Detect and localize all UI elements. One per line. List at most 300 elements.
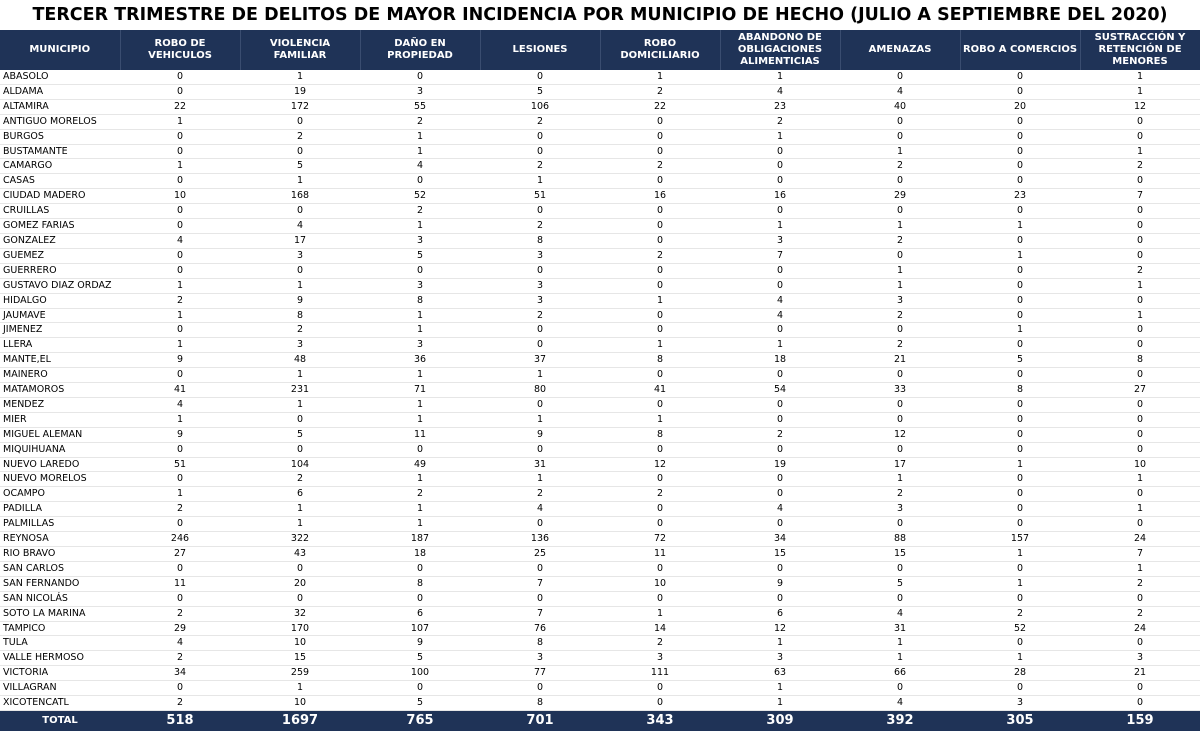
- value-cell: 12: [600, 457, 720, 472]
- value-cell: 0: [840, 442, 960, 457]
- value-cell: 5: [840, 576, 960, 591]
- value-cell: 31: [480, 457, 600, 472]
- value-cell: 0: [960, 129, 1080, 144]
- municipio-cell: GOMEZ FARIAS: [0, 219, 120, 234]
- value-cell: 8: [360, 576, 480, 591]
- value-cell: 0: [720, 517, 840, 532]
- value-cell: 22: [120, 99, 240, 114]
- municipio-cell: BUSTAMANTE: [0, 144, 120, 159]
- value-cell: 1: [840, 636, 960, 651]
- value-cell: 0: [960, 144, 1080, 159]
- total-cell: 765: [360, 710, 480, 731]
- value-cell: 25: [480, 547, 600, 562]
- table-row: [0, 174, 1200, 189]
- value-cell: 28: [960, 666, 1080, 681]
- value-cell: 1: [360, 323, 480, 338]
- municipio-cell: CAMARGO: [0, 159, 120, 174]
- table-row: [0, 651, 1200, 666]
- municipio-cell: TULA: [0, 636, 120, 651]
- value-cell: 55: [360, 99, 480, 114]
- value-cell: 0: [360, 681, 480, 696]
- value-cell: 9: [120, 353, 240, 368]
- table-row: [0, 636, 1200, 651]
- value-cell: 1: [360, 219, 480, 234]
- value-cell: 2: [720, 427, 840, 442]
- value-cell: 1: [1080, 472, 1200, 487]
- value-cell: 0: [120, 174, 240, 189]
- table-row: [0, 457, 1200, 472]
- value-cell: 1: [720, 636, 840, 651]
- value-cell: 1: [960, 651, 1080, 666]
- value-cell: 8: [600, 353, 720, 368]
- value-cell: 0: [600, 397, 720, 412]
- value-cell: 2: [840, 338, 960, 353]
- value-cell: 0: [120, 129, 240, 144]
- value-cell: 1: [600, 293, 720, 308]
- value-cell: 2: [480, 219, 600, 234]
- municipio-cell: NUEVO LAREDO: [0, 457, 120, 472]
- value-cell: 0: [1080, 442, 1200, 457]
- value-cell: 0: [720, 263, 840, 278]
- value-cell: 2: [480, 159, 600, 174]
- value-cell: 27: [120, 547, 240, 562]
- value-cell: 43: [240, 547, 360, 562]
- value-cell: 1: [360, 502, 480, 517]
- value-cell: 1: [240, 397, 360, 412]
- value-cell: 0: [120, 442, 240, 457]
- header-sustraccion-menores: SUSTRACCIÓN Y RETENCIÓN DE MENORES: [1080, 30, 1200, 70]
- value-cell: 18: [360, 547, 480, 562]
- value-cell: 1: [840, 219, 960, 234]
- table-row: [0, 487, 1200, 502]
- value-cell: 2: [240, 472, 360, 487]
- value-cell: 0: [960, 591, 1080, 606]
- value-cell: 1: [720, 70, 840, 84]
- value-cell: 11: [360, 427, 480, 442]
- header-robo-comercios: ROBO A COMERCIOS: [960, 30, 1080, 70]
- table-row: [0, 99, 1200, 114]
- value-cell: 0: [360, 561, 480, 576]
- value-cell: 2: [720, 114, 840, 129]
- value-cell: 1: [240, 681, 360, 696]
- value-cell: 4: [720, 502, 840, 517]
- value-cell: 0: [960, 278, 1080, 293]
- value-cell: 2: [360, 487, 480, 502]
- value-cell: 1: [960, 547, 1080, 562]
- municipio-cell: GUSTAVO DIAZ ORDAZ: [0, 278, 120, 293]
- value-cell: 6: [360, 606, 480, 621]
- value-cell: 5: [480, 84, 600, 99]
- value-cell: 3: [360, 338, 480, 353]
- value-cell: 6: [240, 487, 360, 502]
- value-cell: 0: [600, 144, 720, 159]
- header-robo-domiciliario: ROBO DOMICILIARIO: [600, 30, 720, 70]
- totals-row: [0, 710, 1200, 731]
- value-cell: 1: [840, 651, 960, 666]
- table-row: [0, 263, 1200, 278]
- value-cell: 4: [120, 397, 240, 412]
- value-cell: 23: [720, 99, 840, 114]
- value-cell: 106: [480, 99, 600, 114]
- value-cell: 0: [840, 248, 960, 263]
- value-cell: 2: [1080, 263, 1200, 278]
- value-cell: 9: [720, 576, 840, 591]
- value-cell: 0: [360, 174, 480, 189]
- value-cell: 0: [1080, 248, 1200, 263]
- municipio-cell: HIDALGO: [0, 293, 120, 308]
- value-cell: 5: [360, 248, 480, 263]
- municipio-cell: RIO BRAVO: [0, 547, 120, 562]
- value-cell: 0: [720, 144, 840, 159]
- municipio-cell: LLERA: [0, 338, 120, 353]
- value-cell: 0: [1080, 427, 1200, 442]
- value-cell: 0: [120, 70, 240, 84]
- value-cell: 0: [600, 561, 720, 576]
- table-row: [0, 547, 1200, 562]
- value-cell: 72: [600, 532, 720, 547]
- value-cell: 2: [600, 159, 720, 174]
- value-cell: 1: [1080, 502, 1200, 517]
- value-cell: 0: [480, 323, 600, 338]
- value-cell: 1: [120, 159, 240, 174]
- value-cell: 9: [120, 427, 240, 442]
- value-cell: 1: [480, 368, 600, 383]
- value-cell: 5: [360, 651, 480, 666]
- value-cell: 37: [480, 353, 600, 368]
- value-cell: 36: [360, 353, 480, 368]
- value-cell: 1: [360, 129, 480, 144]
- value-cell: 8: [240, 308, 360, 323]
- municipio-cell: CIUDAD MADERO: [0, 189, 120, 204]
- value-cell: 1: [1080, 144, 1200, 159]
- table-row: [0, 696, 1200, 711]
- value-cell: 3: [360, 278, 480, 293]
- value-cell: 0: [960, 159, 1080, 174]
- value-cell: 32: [240, 606, 360, 621]
- value-cell: 0: [480, 681, 600, 696]
- value-cell: 49: [360, 457, 480, 472]
- value-cell: 231: [240, 383, 360, 398]
- value-cell: 4: [480, 502, 600, 517]
- value-cell: 3: [480, 248, 600, 263]
- table-row: [0, 621, 1200, 636]
- value-cell: 0: [600, 681, 720, 696]
- table-row: [0, 70, 1200, 84]
- value-cell: 2: [840, 233, 960, 248]
- value-cell: 2: [120, 502, 240, 517]
- municipio-cell: XICOTENCATL: [0, 696, 120, 711]
- value-cell: 0: [480, 129, 600, 144]
- value-cell: 11: [600, 547, 720, 562]
- value-cell: 0: [360, 591, 480, 606]
- table-row: [0, 308, 1200, 323]
- value-cell: 54: [720, 383, 840, 398]
- value-cell: 23: [960, 189, 1080, 204]
- value-cell: 104: [240, 457, 360, 472]
- value-cell: 0: [600, 278, 720, 293]
- value-cell: 0: [840, 368, 960, 383]
- table-row: [0, 204, 1200, 219]
- municipio-cell: SAN FERNANDO: [0, 576, 120, 591]
- value-cell: 0: [1080, 368, 1200, 383]
- value-cell: 21: [840, 353, 960, 368]
- value-cell: 1: [1080, 84, 1200, 99]
- value-cell: 2: [600, 487, 720, 502]
- value-cell: 17: [840, 457, 960, 472]
- table-row: [0, 412, 1200, 427]
- value-cell: 0: [840, 129, 960, 144]
- value-cell: 1: [960, 576, 1080, 591]
- municipio-cell: REYNOSA: [0, 532, 120, 547]
- value-cell: 0: [480, 561, 600, 576]
- value-cell: 51: [120, 457, 240, 472]
- value-cell: 80: [480, 383, 600, 398]
- table-row: [0, 561, 1200, 576]
- table-body: [0, 70, 1200, 710]
- value-cell: 1: [240, 174, 360, 189]
- value-cell: 0: [1080, 204, 1200, 219]
- value-cell: 18: [720, 353, 840, 368]
- value-cell: 0: [120, 263, 240, 278]
- value-cell: 1: [960, 457, 1080, 472]
- value-cell: 0: [960, 70, 1080, 84]
- total-cell: 305: [960, 710, 1080, 731]
- value-cell: 136: [480, 532, 600, 547]
- value-cell: 1: [120, 114, 240, 129]
- value-cell: 0: [960, 472, 1080, 487]
- municipio-cell: OCAMPO: [0, 487, 120, 502]
- value-cell: 2: [1080, 606, 1200, 621]
- value-cell: 0: [120, 472, 240, 487]
- value-cell: 0: [840, 397, 960, 412]
- total-cell: 309: [720, 710, 840, 731]
- value-cell: 3: [600, 651, 720, 666]
- header-municipio: MUNICIPIO: [0, 30, 120, 70]
- value-cell: 6: [720, 606, 840, 621]
- value-cell: 246: [120, 532, 240, 547]
- municipio-cell: MENDEZ: [0, 397, 120, 412]
- table-row: [0, 278, 1200, 293]
- value-cell: 0: [480, 204, 600, 219]
- value-cell: 3: [480, 293, 600, 308]
- value-cell: 3: [240, 338, 360, 353]
- value-cell: 12: [840, 427, 960, 442]
- value-cell: 2: [960, 606, 1080, 621]
- table-row: [0, 397, 1200, 412]
- value-cell: 0: [480, 144, 600, 159]
- value-cell: 0: [1080, 636, 1200, 651]
- value-cell: 3: [960, 696, 1080, 711]
- value-cell: 4: [360, 159, 480, 174]
- value-cell: 1: [120, 412, 240, 427]
- value-cell: 7: [480, 606, 600, 621]
- municipio-cell: SAN NICOLÁS: [0, 591, 120, 606]
- value-cell: 0: [600, 368, 720, 383]
- municipio-cell: NUEVO MORELOS: [0, 472, 120, 487]
- table-row: [0, 144, 1200, 159]
- value-cell: 0: [600, 517, 720, 532]
- header-robo-vehiculos: ROBO DE VEHICULOS: [120, 30, 240, 70]
- value-cell: 0: [120, 368, 240, 383]
- table-row: [0, 338, 1200, 353]
- value-cell: 8: [1080, 353, 1200, 368]
- municipio-cell: MIER: [0, 412, 120, 427]
- value-cell: 0: [960, 397, 1080, 412]
- table-row: [0, 233, 1200, 248]
- value-cell: 8: [960, 383, 1080, 398]
- value-cell: 0: [1080, 517, 1200, 532]
- table-row: [0, 472, 1200, 487]
- value-cell: 0: [720, 323, 840, 338]
- total-cell: 392: [840, 710, 960, 731]
- value-cell: 0: [120, 323, 240, 338]
- value-cell: 4: [720, 308, 840, 323]
- value-cell: 3: [360, 84, 480, 99]
- table-row: [0, 353, 1200, 368]
- value-cell: 2: [120, 651, 240, 666]
- value-cell: 2: [120, 696, 240, 711]
- value-cell: 0: [360, 263, 480, 278]
- value-cell: 0: [840, 681, 960, 696]
- value-cell: 2: [360, 114, 480, 129]
- value-cell: 1: [720, 681, 840, 696]
- municipio-cell: SOTO LA MARINA: [0, 606, 120, 621]
- value-cell: 0: [120, 561, 240, 576]
- value-cell: 0: [120, 144, 240, 159]
- value-cell: 0: [600, 696, 720, 711]
- value-cell: 0: [1080, 174, 1200, 189]
- value-cell: 1: [480, 174, 600, 189]
- value-cell: 0: [720, 397, 840, 412]
- value-cell: 9: [360, 636, 480, 651]
- value-cell: 0: [480, 263, 600, 278]
- value-cell: 0: [960, 442, 1080, 457]
- value-cell: 5: [960, 353, 1080, 368]
- value-cell: 0: [840, 412, 960, 427]
- value-cell: 0: [720, 278, 840, 293]
- value-cell: 0: [960, 517, 1080, 532]
- value-cell: 11: [120, 576, 240, 591]
- municipio-cell: MATAMOROS: [0, 383, 120, 398]
- municipio-cell: ALDAMA: [0, 84, 120, 99]
- value-cell: 0: [480, 70, 600, 84]
- municipio-cell: MIQUIHUANA: [0, 442, 120, 457]
- value-cell: 0: [1080, 114, 1200, 129]
- table-row: [0, 591, 1200, 606]
- value-cell: 7: [1080, 547, 1200, 562]
- value-cell: 0: [960, 308, 1080, 323]
- value-cell: 0: [1080, 293, 1200, 308]
- value-cell: 0: [720, 442, 840, 457]
- value-cell: 1: [360, 368, 480, 383]
- value-cell: 0: [960, 502, 1080, 517]
- value-cell: 0: [240, 144, 360, 159]
- value-cell: 0: [840, 591, 960, 606]
- value-cell: 0: [840, 323, 960, 338]
- table-row: [0, 219, 1200, 234]
- value-cell: 7: [720, 248, 840, 263]
- value-cell: 1: [360, 412, 480, 427]
- value-cell: 1: [240, 517, 360, 532]
- municipio-cell: JIMENEZ: [0, 323, 120, 338]
- value-cell: 0: [960, 561, 1080, 576]
- value-cell: 0: [600, 233, 720, 248]
- value-cell: 10: [240, 636, 360, 651]
- value-cell: 0: [960, 338, 1080, 353]
- value-cell: 0: [1080, 233, 1200, 248]
- value-cell: 22: [600, 99, 720, 114]
- value-cell: 0: [600, 591, 720, 606]
- value-cell: 0: [720, 159, 840, 174]
- value-cell: 170: [240, 621, 360, 636]
- value-cell: 10: [600, 576, 720, 591]
- municipio-cell: VALLE HERMOSO: [0, 651, 120, 666]
- value-cell: 0: [720, 472, 840, 487]
- value-cell: 0: [360, 442, 480, 457]
- municipio-cell: ALTAMIRA: [0, 99, 120, 114]
- value-cell: 1: [720, 129, 840, 144]
- total-cell: 701: [480, 710, 600, 731]
- value-cell: 0: [720, 487, 840, 502]
- value-cell: 19: [720, 457, 840, 472]
- value-cell: 1: [360, 144, 480, 159]
- value-cell: 0: [600, 204, 720, 219]
- value-cell: 9: [240, 293, 360, 308]
- value-cell: 0: [600, 263, 720, 278]
- value-cell: 0: [600, 129, 720, 144]
- value-cell: 0: [720, 204, 840, 219]
- municipio-cell: MAINERO: [0, 368, 120, 383]
- value-cell: 2: [120, 293, 240, 308]
- value-cell: 4: [120, 233, 240, 248]
- value-cell: 33: [840, 383, 960, 398]
- municipio-cell: SAN CARLOS: [0, 561, 120, 576]
- value-cell: 15: [840, 547, 960, 562]
- value-cell: 20: [960, 99, 1080, 114]
- value-cell: 1: [120, 487, 240, 502]
- value-cell: 1: [240, 368, 360, 383]
- value-cell: 0: [960, 487, 1080, 502]
- value-cell: 76: [480, 621, 600, 636]
- value-cell: 5: [240, 427, 360, 442]
- value-cell: 4: [240, 219, 360, 234]
- value-cell: 1: [1080, 70, 1200, 84]
- value-cell: 10: [240, 696, 360, 711]
- header-violencia-familiar: VIOLENCIA FAMILIAR: [240, 30, 360, 70]
- value-cell: 2: [840, 487, 960, 502]
- value-cell: 3: [840, 293, 960, 308]
- table-row: [0, 114, 1200, 129]
- value-cell: 9: [480, 427, 600, 442]
- value-cell: 0: [240, 442, 360, 457]
- value-cell: 24: [1080, 621, 1200, 636]
- value-cell: 31: [840, 621, 960, 636]
- header-row: [0, 30, 1200, 70]
- value-cell: 0: [120, 591, 240, 606]
- value-cell: 0: [480, 397, 600, 412]
- value-cell: 0: [600, 174, 720, 189]
- value-cell: 1: [480, 472, 600, 487]
- value-cell: 1: [480, 412, 600, 427]
- value-cell: 4: [840, 606, 960, 621]
- municipio-cell: PALMILLAS: [0, 517, 120, 532]
- value-cell: 5: [360, 696, 480, 711]
- value-cell: 63: [720, 666, 840, 681]
- value-cell: 3: [720, 651, 840, 666]
- value-cell: 8: [480, 233, 600, 248]
- value-cell: 2: [840, 308, 960, 323]
- total-cell: 518: [120, 710, 240, 731]
